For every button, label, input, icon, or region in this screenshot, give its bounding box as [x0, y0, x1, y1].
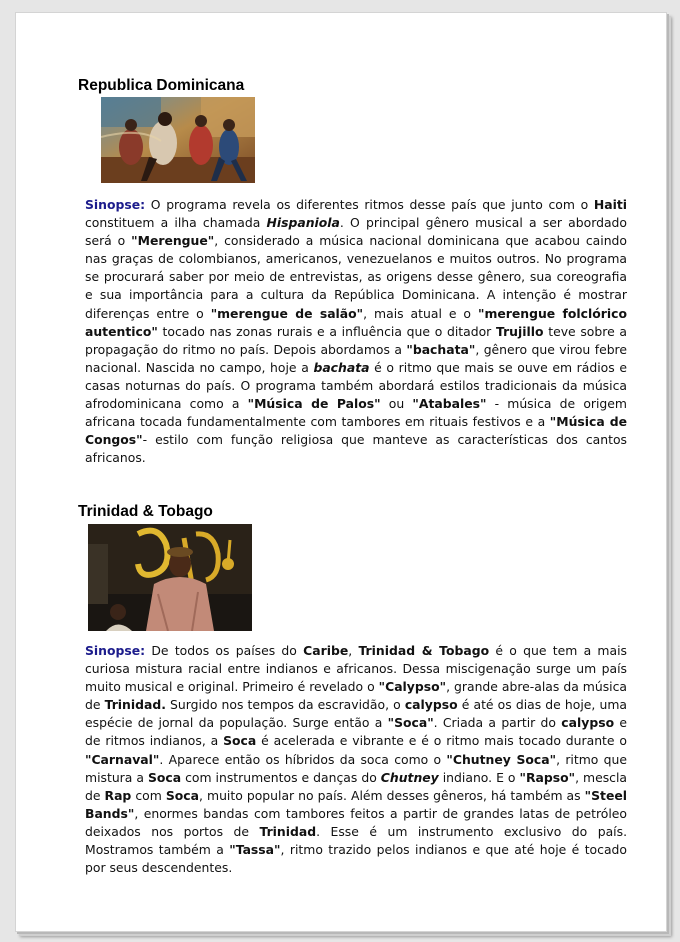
- emphasis-term: bachata: [313, 359, 370, 375]
- synopsis-label: Sinopse:: [85, 643, 146, 658]
- synopsis-run: é acelerada e vibrante e é o ritmo mais tocado durante o: [256, 733, 627, 749]
- synopsis-run: , gênero que virou febre nacional. Nascida no campo, hoje a: [85, 341, 627, 375]
- synopsis-run: , grande abre-alas da música de: [85, 679, 627, 713]
- synopsis-run: . Criada a partir do: [433, 715, 562, 731]
- synopsis-run: Surgido nos tempos da escravidão, o: [165, 697, 405, 713]
- synopsis-run: ,: [348, 643, 359, 658]
- synopsis-run: De todos os países do: [145, 643, 304, 658]
- synopsis-text: [85, 197, 627, 465]
- emphasis-term: Soca: [165, 787, 200, 803]
- singer-stage-photo-image: [88, 524, 252, 631]
- synopsis-run: . O principal gênero musical a ser abordado será o: [85, 215, 628, 249]
- synopsis-run: tocado nas zonas rurais e a influência que o ditador: [157, 323, 496, 339]
- emphasis-term: Trinidad.: [104, 697, 166, 713]
- synopsis-run: , enormes bandas com tambores feitos a partir de grandes latas de petróleo deixados nos portos de: [85, 805, 627, 839]
- emphasis-term: "Soca": [387, 715, 434, 731]
- emphasis-term: Soca: [147, 769, 182, 785]
- emphasis-term: Hispaniola: [266, 215, 340, 231]
- synopsis-run: com: [131, 787, 166, 803]
- synopsis-run: com instrumentos e danças do: [181, 769, 381, 785]
- synopsis-run: , muito popular no país. Além desses gêneros, há também as: [199, 787, 585, 803]
- synopsis-run: é o ritmo que mais se ouve em rádios e casas noturnas do país. O programa também abordará estilos tradicionais da música afrodominicana como a: [85, 359, 627, 412]
- emphasis-term: "Chutney Soca": [446, 751, 557, 767]
- emphasis-term: Haiti: [593, 197, 627, 212]
- synopsis-run: . Aparece então os híbridos da soca como o: [159, 751, 447, 767]
- synopsis-run: ou: [380, 396, 413, 412]
- emphasis-term: calypso: [404, 697, 458, 713]
- emphasis-term: "merengue folclórico autentico": [85, 305, 627, 339]
- synopsis-run: é o que tem a mais curiosa mistura racial entre indianos e africanos. Dessa miscigenação surge um país muito musical e original. Primeiro é revelado o: [85, 643, 627, 695]
- emphasis-term: Trujillo: [495, 323, 544, 339]
- dancers-painting-image: [101, 97, 255, 183]
- synopsis-run: indiano. E o: [438, 769, 520, 785]
- synopsis-paragraph: [85, 642, 627, 877]
- emphasis-term: "Merengue": [131, 233, 215, 249]
- document-page: [15, 12, 667, 932]
- emphasis-term: "Rapso": [519, 769, 576, 785]
- section-title: Republica Dominicana: [78, 77, 245, 94]
- emphasis-term: "Steel Bands": [85, 787, 627, 821]
- emphasis-term: "Música de Palos": [247, 396, 381, 412]
- emphasis-term: "Carnaval": [85, 751, 160, 767]
- emphasis-term: "Atabales": [412, 396, 487, 412]
- synopsis-run: - música de origem africana tocada fundamentalmente com tambores em rituais festivos e a: [85, 396, 627, 430]
- synopsis-run: teve sobre a propagação do ritmo no país. Depois abordamos a: [85, 323, 627, 357]
- emphasis-term: "Tassa": [229, 842, 281, 858]
- synopsis-run: , ritmo trazido pelos indianos e que até hoje é tocado por seus descendentes.: [85, 842, 627, 876]
- emphasis-term: Soca: [223, 733, 257, 749]
- emphasis-term: "Música de Congos": [85, 414, 627, 448]
- synopsis-run: , considerado a música nacional dominicana que acabou caindo nas graças de colombianos, americanos, venezuelanos e muitos outros. No programa se procurará saber por meio de entrevistas, as origens desse gênero, sua coreografia e sua importância para a cultura da República Dominicana. A intenção é mostrar diferenças entre o: [85, 233, 628, 321]
- synopsis-text: [85, 643, 627, 875]
- emphasis-term: Trinidad & Tobago: [358, 643, 490, 658]
- emphasis-term: calypso: [561, 715, 615, 731]
- synopsis-label: Sinopse:: [85, 197, 146, 212]
- section-title: Trinidad & Tobago: [78, 503, 213, 520]
- synopsis-run: . Esse é um instrumento exclusivo do país. Mostramos também a: [85, 823, 628, 858]
- emphasis-term: Chutney: [380, 769, 439, 785]
- emphasis-term: Caribe: [303, 643, 349, 658]
- emphasis-term: Rap: [104, 787, 132, 803]
- synopsis-run: , mais atual e o: [363, 305, 478, 321]
- synopsis-run: é até os dias de hoje, uma espécie de jornal da população. Surge então a: [85, 697, 627, 731]
- synopsis-run: constituem a ilha chamada: [85, 215, 267, 231]
- synopsis-run: O programa revela os diferentes ritmos desse país que junto com o: [145, 197, 594, 212]
- emphasis-term: Trinidad: [259, 823, 317, 839]
- synopsis-run: - estilo com função religiosa que manteve as características dos cantos africanos.: [85, 432, 627, 466]
- emphasis-term: "bachata": [406, 341, 476, 357]
- synopsis-run: , mescla de: [85, 769, 628, 803]
- synopsis-run: , ritmo que mistura a: [85, 751, 628, 785]
- emphasis-term: "Calypso": [378, 679, 447, 695]
- emphasis-term: "merengue de salão": [210, 305, 364, 321]
- synopsis-run: e de ritmos indianos, a: [85, 715, 628, 749]
- synopsis-paragraph: [85, 196, 627, 467]
